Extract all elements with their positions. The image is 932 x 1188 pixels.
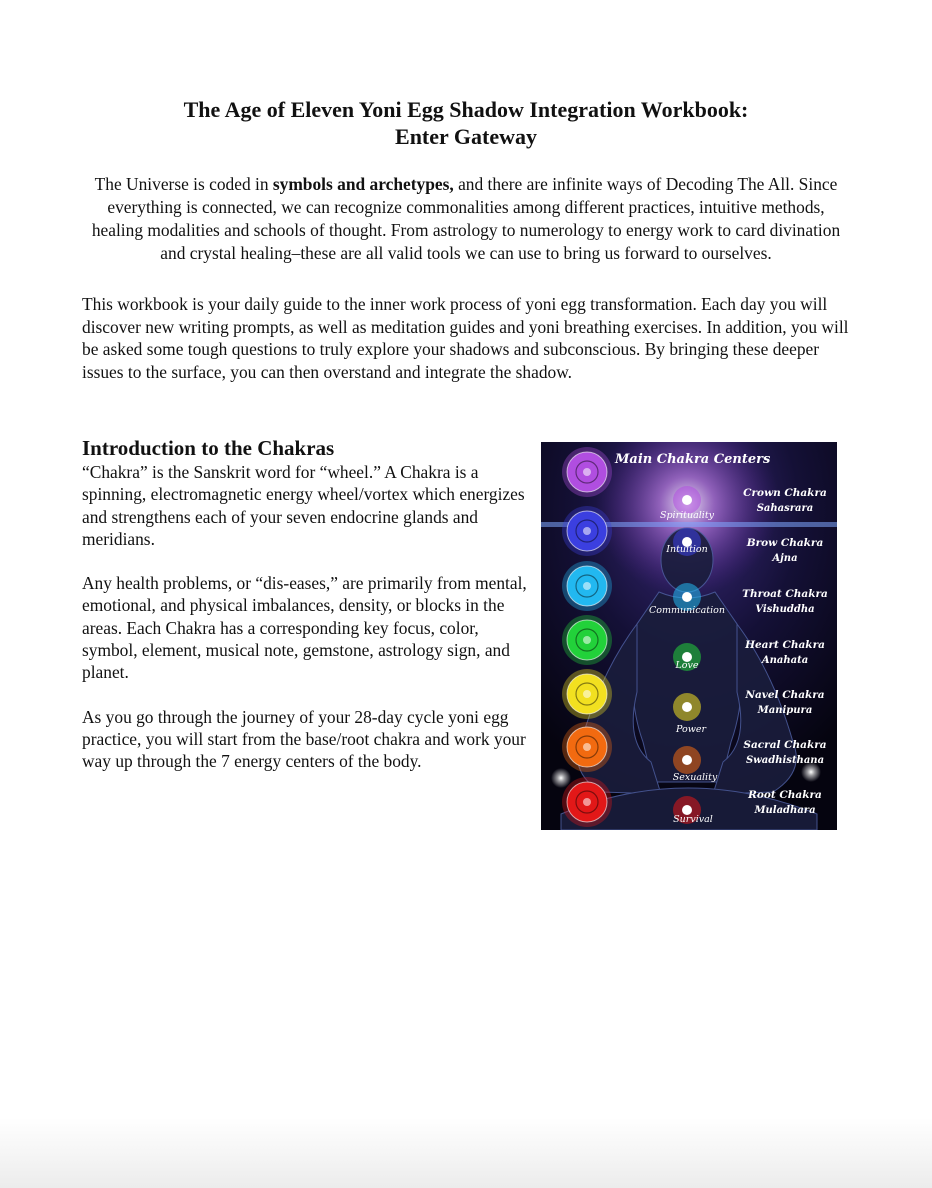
- sacral-chakra-focus-label: Sexuality: [672, 772, 718, 783]
- figure-title: Main Chakra Centers: [615, 452, 771, 467]
- sacral-chakra-symbol-icon: [562, 722, 612, 772]
- brow-chakra-sanskrit-label: Ajna: [772, 553, 798, 564]
- crown-chakra-symbol-icon: [562, 447, 612, 497]
- chakra-centers-image: [541, 442, 837, 830]
- title-line-2: Enter Gateway: [395, 124, 537, 149]
- heart-chakra-symbol-icon: [562, 615, 612, 665]
- crown-chakra-icon-center: [583, 468, 591, 476]
- title-line-1: The Age of Eleven Yoni Egg Shadow Integration Workbook:: [183, 97, 749, 122]
- sacral-chakra-name-label: Sacral Chakra: [743, 739, 827, 751]
- navel-chakra-sanskrit-label: Manipura: [757, 705, 813, 716]
- workbook-paragraph: This workbook is your daily guide to the inner work process of yoni egg transformation. Each day you will discover new writing prompts, as well as meditation guides and yoni breathing exercises. In addition, you will be asked some tough questions to truly explore your shadows and subconscious. By bringing these deeper issues to the surface, you can then overstand and integrate the shadow.: [82, 294, 849, 382]
- page-bottom-shadow: [0, 1118, 932, 1188]
- throat-chakra-icon-center: [583, 582, 591, 590]
- chakra-centers-graphic: [541, 442, 837, 830]
- brow-chakra-icon-center: [583, 527, 591, 535]
- page-title: [0, 96, 932, 150]
- navel-chakra-name-label: Navel Chakra: [745, 689, 825, 701]
- crown-chakra-body-point: [682, 495, 692, 505]
- root-chakra-name-label: Root Chakra: [748, 789, 822, 801]
- chakra-section-heading: Introduction to the Chakras: [82, 436, 335, 460]
- crown-chakra-focus-label: Spirituality: [659, 510, 715, 521]
- intro-bold-text: symbols and archetypes,: [272, 174, 454, 194]
- heart-chakra-sanskrit-label: Anahata: [761, 655, 809, 666]
- root-chakra-focus-label: Survival: [673, 814, 713, 825]
- sacral-chakra-sanskrit-label: Swadhisthana: [745, 755, 825, 766]
- navel-chakra-body-point: [682, 702, 692, 712]
- brow-chakra-focus-label: Intuition: [666, 544, 708, 555]
- intro-paragraph: [82, 173, 850, 265]
- root-chakra-symbol-icon: [562, 777, 612, 827]
- crown-chakra-sanskrit-label: Sahasrara: [756, 503, 814, 514]
- throat-chakra-symbol-icon: [562, 561, 612, 611]
- left-hand-glow: [551, 768, 571, 788]
- chakra-paragraph-1: “Chakra” is the Sanskrit word for “wheel.” A Chakra is a spinning, electromagnetic energy wheel/vortex which energizes and strengthens each of your seven endocrine glands and meridians.: [82, 462, 525, 549]
- intro-text-end: and there are infinite ways of Decoding The All. Since everything is connected, we can recognize commonalities among different practices, intuitive methods, healing modalities and schools of thought. From astrology to numerology to energy work to card divination and crystal healing–these are all valid tools we can use to bring us forward to ourselves.: [91, 174, 841, 263]
- throat-chakra-name-label: Throat Chakra: [742, 588, 828, 600]
- navel-chakra-focus-label: Power: [675, 724, 707, 735]
- brow-chakra-name-label: Brow Chakra: [746, 537, 824, 549]
- intro-text-start: The Universe is coded in: [94, 174, 273, 194]
- throat-chakra-body-point: [682, 592, 692, 602]
- navel-chakra-symbol-icon: [562, 669, 612, 719]
- sacral-chakra-icon-center: [583, 743, 591, 751]
- root-chakra-icon-center: [583, 798, 591, 806]
- sacral-chakra-body-point: [682, 755, 692, 765]
- heart-chakra-icon-center: [583, 636, 591, 644]
- heart-chakra-name-label: Heart Chakra: [745, 639, 825, 651]
- root-chakra-sanskrit-label: Muladhara: [754, 805, 816, 816]
- chakra-paragraph-2: Any health problems, or “dis-eases,” are primarily from mental, emotional, and physical imbalances, density, or blocks in the areas. Each Chakra has a corresponding key focus, color, symbol, element, musical note, gemstone, astrology sign, and planet.: [82, 573, 527, 683]
- throat-chakra-focus-label: Communication: [649, 605, 725, 616]
- navel-chakra-icon-center: [583, 690, 591, 698]
- heart-chakra-focus-label: Love: [675, 660, 699, 671]
- chakra-section-body: [82, 461, 534, 795]
- brow-chakra-symbol-icon: [562, 506, 612, 556]
- chakra-paragraph-3: As you go through the journey of your 28-day cycle yoni egg practice, you will start from the base/root chakra and work your way up through the 7 energy centers of the body.: [82, 706, 526, 772]
- throat-chakra-sanskrit-label: Vishuddha: [755, 604, 815, 615]
- crown-chakra-name-label: Crown Chakra: [743, 487, 827, 499]
